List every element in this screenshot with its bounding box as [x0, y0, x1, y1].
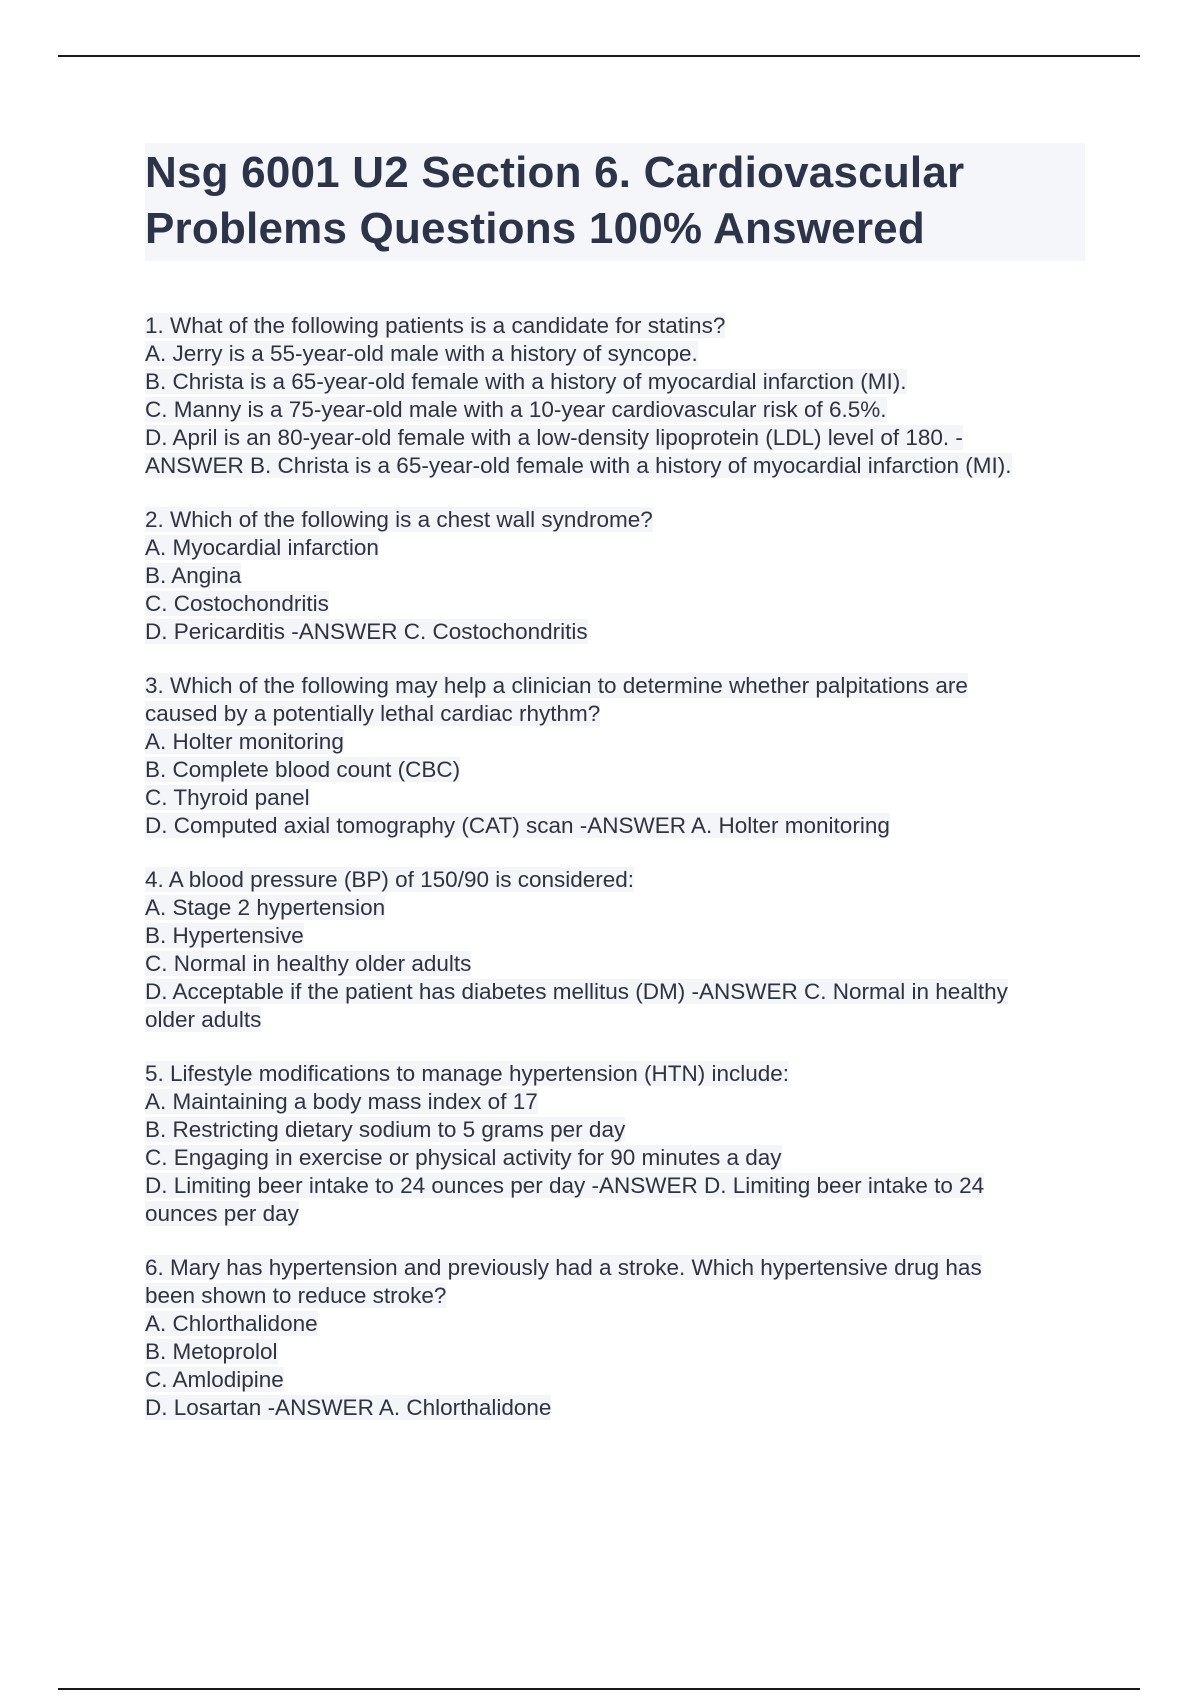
question-1	[145, 312, 1095, 480]
question-line	[145, 590, 1095, 618]
question-line-text: C. Engaging in exercise or physical activity for 90 minutes a day	[145, 1145, 782, 1170]
question-text	[145, 1060, 1095, 1088]
question-line	[145, 784, 1095, 812]
question-line	[145, 1394, 1095, 1422]
question-line-text: C. Normal in healthy older adults	[145, 951, 472, 976]
question-line	[145, 340, 1095, 368]
question-line	[145, 950, 1095, 978]
question-line-text: A. Maintaining a body mass index of 17	[145, 1089, 538, 1114]
question-line-text: 4. A blood pressure (BP) of 150/90 is considered:	[145, 867, 635, 892]
question-line	[145, 756, 1095, 784]
question-line	[145, 700, 1095, 728]
question-4	[145, 866, 1095, 1034]
question-line-text: D. Computed axial tomography (CAT) scan -ANSWER A. Holter monitoring	[145, 813, 890, 838]
question-line-text: A. Jerry is a 55-year-old male with a history of syncope.	[145, 341, 698, 366]
question-line-text: D. Losartan -ANSWER A. Chlorthalidone	[145, 1395, 552, 1420]
question-5	[145, 1060, 1095, 1228]
question-line-text: D. Limiting beer intake to 24 ounces per day -ANSWER D. Limiting beer intake to 24	[145, 1173, 985, 1198]
question-line-text: 5. Lifestyle modifications to manage hypertension (HTN) include:	[145, 1061, 790, 1086]
question-line-text: B. Christa is a 65-year-old female with a history of myocardial infarction (MI).	[145, 369, 907, 394]
question-line	[145, 812, 1095, 840]
question-2	[145, 506, 1095, 646]
question-line-text: 2. Which of the following is a chest wall syndrome?	[145, 507, 653, 532]
question-line-text: older adults	[145, 1007, 262, 1032]
question-line-text: A. Holter monitoring	[145, 729, 344, 754]
question-line-text: D. April is an 80-year-old female with a low-density lipoprotein (LDL) level of 180. -	[145, 425, 963, 450]
question-text	[145, 672, 1095, 700]
question-line-text: C. Thyroid panel	[145, 785, 310, 810]
question-line-text: B. Hypertensive	[145, 923, 304, 948]
question-line-text: B. Metoprolol	[145, 1339, 278, 1364]
question-line-text: C. Manny is a 75-year-old male with a 10-year cardiovascular risk of 6.5%.	[145, 397, 887, 422]
question-line	[145, 1200, 1095, 1228]
question-line	[145, 368, 1095, 396]
question-line-text: B. Restricting dietary sodium to 5 grams per day	[145, 1117, 626, 1142]
document-title	[145, 145, 1085, 257]
question-3	[145, 672, 1095, 840]
question-line	[145, 424, 1095, 452]
question-line-text: 1. What of the following patients is a candidate for statins?	[145, 313, 726, 338]
question-line-text: been shown to reduce stroke?	[145, 1283, 447, 1308]
question-line	[145, 1088, 1095, 1116]
question-line	[145, 1338, 1095, 1366]
question-line	[145, 562, 1095, 590]
question-text	[145, 1254, 1095, 1282]
question-list	[145, 312, 1095, 1448]
question-line	[145, 1116, 1095, 1144]
question-line	[145, 396, 1095, 424]
top-rule	[58, 55, 1140, 57]
question-line	[145, 1282, 1095, 1310]
question-line	[145, 922, 1095, 950]
question-line-text: C. Amlodipine	[145, 1367, 284, 1392]
question-line-text: D. Acceptable if the patient has diabetes mellitus (DM) -ANSWER C. Normal in healthy	[145, 979, 1008, 1004]
question-line	[145, 894, 1095, 922]
question-line	[145, 728, 1095, 756]
question-line-text: ounces per day	[145, 1201, 299, 1226]
question-line-text: A. Chlorthalidone	[145, 1311, 318, 1336]
question-line-text: 3. Which of the following may help a clinician to determine whether palpitations are	[145, 673, 968, 698]
document-title-block	[145, 143, 1085, 261]
question-line	[145, 534, 1095, 562]
question-line-text: A. Myocardial infarction	[145, 535, 379, 560]
question-line	[145, 618, 1095, 646]
question-line	[145, 978, 1095, 1006]
question-line-text: D. Pericarditis -ANSWER C. Costochondritis	[145, 619, 588, 644]
question-line	[145, 452, 1095, 480]
question-line-text: B. Complete blood count (CBC)	[145, 757, 461, 782]
question-6	[145, 1254, 1095, 1422]
question-line-text: ANSWER B. Christa is a 65-year-old female with a history of myocardial infarction (MI).	[145, 453, 1012, 478]
question-line	[145, 1172, 1095, 1200]
question-line-text: 6. Mary has hypertension and previously had a stroke. Which hypertensive drug has	[145, 1255, 982, 1280]
question-text	[145, 506, 1095, 534]
question-line-text: C. Costochondritis	[145, 591, 329, 616]
question-line	[145, 1144, 1095, 1172]
question-text	[145, 866, 1095, 894]
title-line-2: Problems Questions 100% Answered	[145, 204, 925, 253]
question-line	[145, 1006, 1095, 1034]
question-text	[145, 312, 1095, 340]
bottom-rule	[58, 1688, 1140, 1690]
question-line-text: caused by a potentially lethal cardiac rhythm?	[145, 701, 601, 726]
question-line	[145, 1366, 1095, 1394]
question-line-text: A. Stage 2 hypertension	[145, 895, 386, 920]
question-line	[145, 1310, 1095, 1338]
title-line-1: Nsg 6001 U2 Section 6. Cardiovascular	[145, 148, 965, 197]
question-line-text: B. Angina	[145, 563, 242, 588]
